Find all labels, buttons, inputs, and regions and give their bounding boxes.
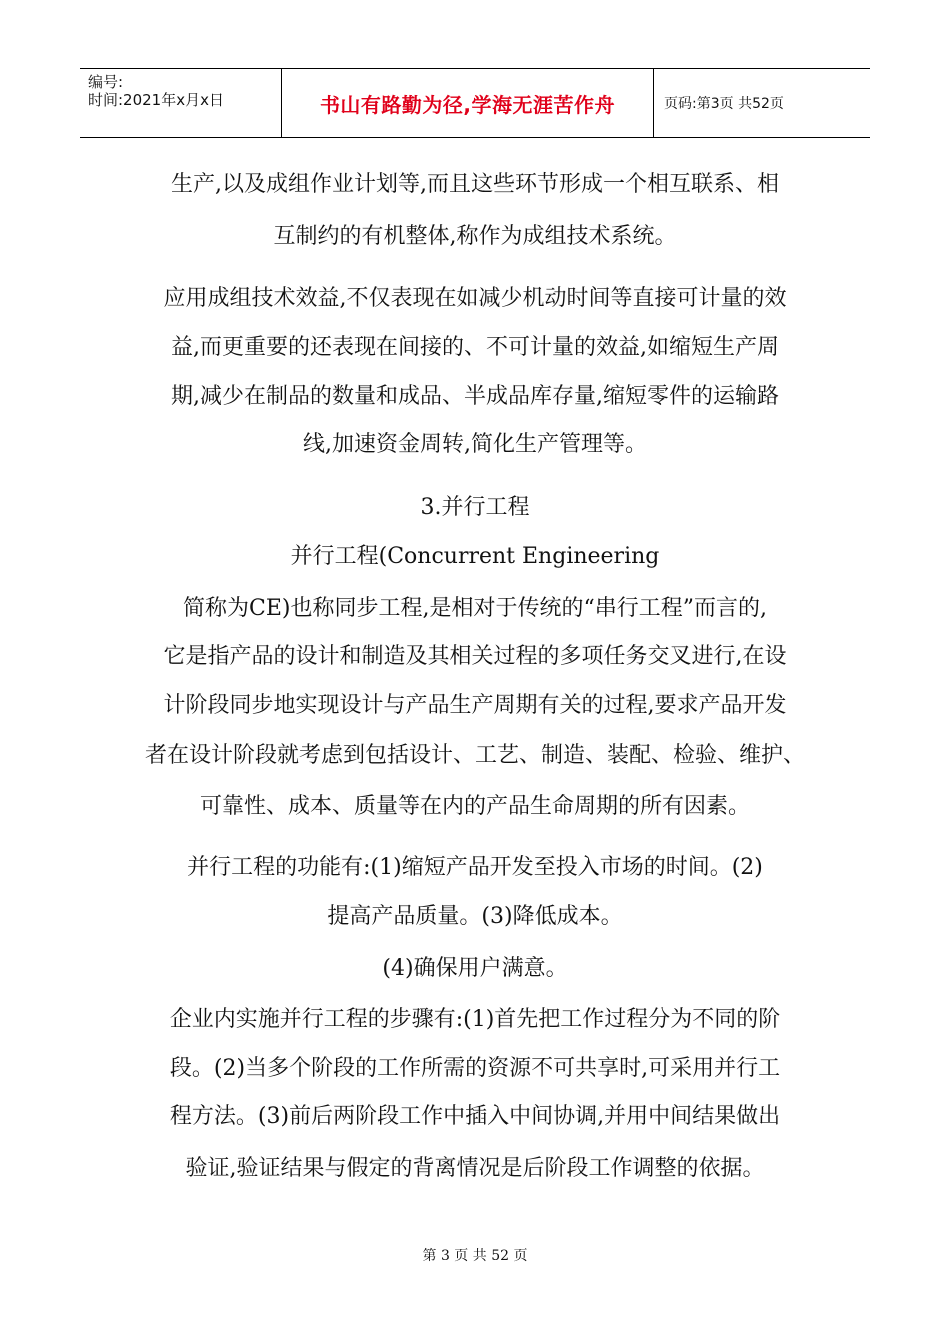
paragraph-line: 益,而更重要的还表现在间接的、不可计量的效益,如缩短生产周 <box>171 335 779 360</box>
header-meta-cell <box>80 69 282 137</box>
header-motto-cell <box>282 69 654 137</box>
date-label: 时间:2021年x月x日 <box>88 91 224 109</box>
paragraph-line: 段。(2)当多个阶段的工作所需的资源不可共享时,可采用并行工 <box>169 1056 781 1081</box>
motto-text: 书山有路勤为径,学海无涯苦作舟 <box>319 92 616 117</box>
page-footer: 第 3 页 共 52 页 <box>422 1248 528 1264</box>
document-header <box>80 68 870 138</box>
paragraph-line: 线,加速资金周转,简化生产管理等。 <box>303 432 647 457</box>
paragraph-line: 计阶段同步地实现设计与产品生产周期有关的过程,要求产品开发 <box>163 693 787 718</box>
paragraph-line: 可靠性、成本、质量等在内的产品生命周期的所有因素。 <box>199 794 750 819</box>
paragraph-line: 并行工程(Concurrent Engineering <box>290 544 660 569</box>
paragraph-line: 互制约的有机整体,称作为成组技术系统。 <box>273 224 677 249</box>
paragraph-line: 并行工程的功能有:(1)缩短产品开发至投入市场的时间。(2) <box>187 855 763 880</box>
paragraph-line: 它是指产品的设计和制造及其相关过程的多项任务交叉进行,在设 <box>163 644 787 669</box>
paragraph-line: 程方法。(3)前后两阶段工作中插入中间协调,并用中间结果做出 <box>169 1104 781 1129</box>
section-heading: 3.并行工程 <box>420 495 530 520</box>
paragraph-line: 验证,验证结果与假定的背离情况是后阶段工作调整的依据。 <box>185 1156 765 1181</box>
paragraph-line: 提高产品质量。(3)降低成本。 <box>327 904 623 929</box>
number-label: 编号: <box>88 73 124 91</box>
paragraph-line: 期,减少在制品的数量和成品、半成品库存量,缩短零件的运输路 <box>171 384 779 409</box>
paragraph-line: (4)确保用户满意。 <box>382 956 568 981</box>
header-page-cell <box>654 69 870 137</box>
page-info: 页码:第3页 共52页 <box>664 96 784 112</box>
paragraph-line: 应用成组技术效益,不仅表现在如减少机动时间等直接可计量的效 <box>163 286 787 311</box>
paragraph-line: 简称为CE)也称同步工程,是相对于传统的“串行工程”而言的, <box>183 596 767 621</box>
paragraph-line: 企业内实施并行工程的步骤有:(1)首先把工作过程分为不同的阶 <box>169 1007 781 1032</box>
paragraph-line: 者在设计阶段就考虑到包括设计、工艺、制造、装配、检验、维护、 <box>144 743 805 768</box>
paragraph-line: 生产,以及成组作业计划等,而且这些环节形成一个相互联系、相 <box>171 172 779 197</box>
